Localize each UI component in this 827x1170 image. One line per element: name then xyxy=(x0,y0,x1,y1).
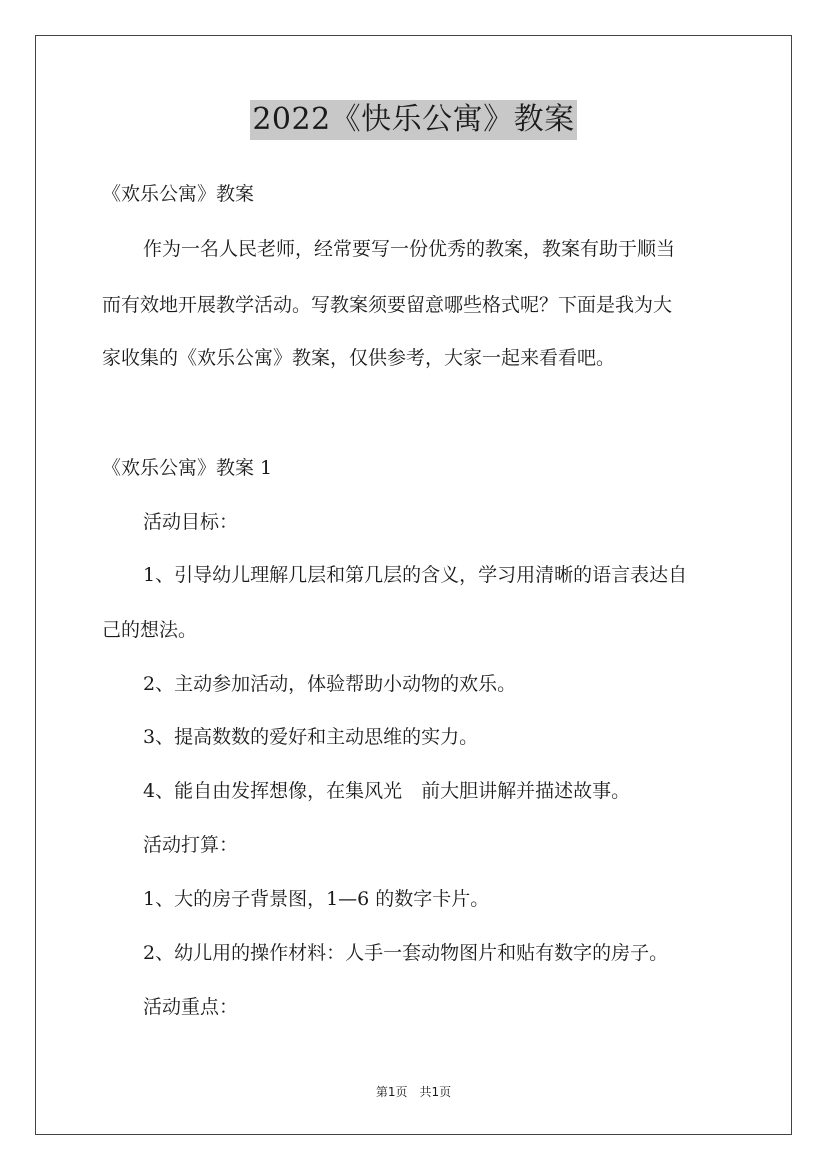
title-container xyxy=(0,100,827,140)
intro-line-3: 家收集的《欢乐公寓》教案，仅供参考，大家一起来看看吧。 xyxy=(102,347,616,369)
goals-heading: 活动目标： xyxy=(143,511,239,533)
goal-3: 3、提高数数的爱好和主动思维的实力。 xyxy=(143,726,479,748)
goal-4: 4、能自由发挥想像，在集风光 前大胆讲解并描述故事。 xyxy=(143,780,631,802)
goal-2: 2、主动参加活动，体验帮助小动物的欢乐。 xyxy=(143,673,517,695)
goal-1-line-1: 1、引导幼儿理解几层和第几层的含义，学习用清晰的语言表达自 xyxy=(143,564,688,586)
page-footer: 第1页 共1页 xyxy=(375,1085,452,1099)
intro-line-1: 作为一名人民老师，经常要写一份优秀的教案，教案有助于顺当 xyxy=(143,238,676,260)
prep-2: 2、幼儿用的操作材料：人手一套动物图片和贴有数字的房子。 xyxy=(143,942,669,964)
prep-heading: 活动打算： xyxy=(143,834,239,856)
section-heading: 《欢乐公寓》教案 1 xyxy=(102,457,273,479)
intro-line-2: 而有效地开展教学活动。写教案须要留意哪些格式呢？下面是我为大 xyxy=(102,294,673,316)
document-subtitle: 《欢乐公寓》教案 xyxy=(102,183,255,205)
prep-1: 1、大的房子背景图，1—6 的数字卡片。 xyxy=(143,888,490,910)
goal-1-line-2: 己的想法。 xyxy=(102,619,198,641)
focus-heading: 活动重点： xyxy=(143,996,239,1018)
document-title: 2022《快乐公寓》教案 xyxy=(250,100,576,140)
